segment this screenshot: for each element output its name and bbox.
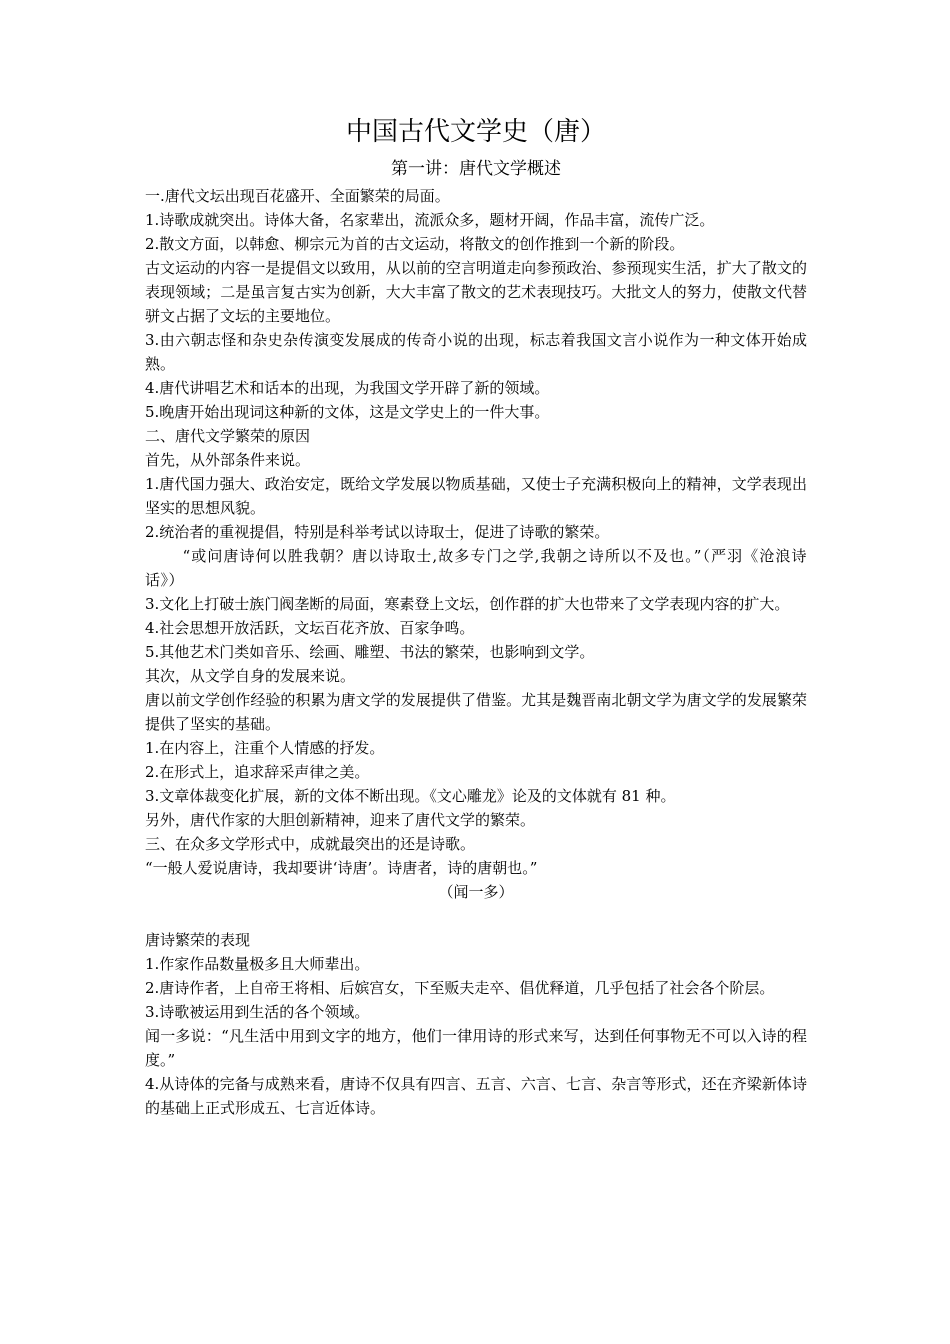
paragraph: 首先，从外部条件来说。 [145,451,311,469]
paragraph: 1.诗歌成就突出。诗体大备，名家辈出，流派众多，题材开阔，作品丰富，流传广泛。 [145,211,715,229]
document-page [145,112,807,1120]
section-3-heading: 三、在众多文学形式中，成就最突出的还是诗歌。 [145,835,476,853]
paragraph: 3.文章体裁变化扩展，新的文体不断出现。《文心雕龙》论及的文体就有 81 种。 [145,787,676,805]
paragraph: 5.晚唐开始出现词这种新的文体，这是文学史上的一件大事。 [145,403,550,421]
paragraph: 2.统治者的重视提倡，特别是科举考试以诗取士，促进了诗歌的繁荣。 [145,523,610,541]
paragraph: 3.诗歌被运用到生活的各个领域。 [145,1003,370,1021]
paragraph: 5.其他艺术门类如音乐、绘画、雕塑、书法的繁荣，也影响到文学。 [145,643,595,661]
paragraph: 2.唐诗作者，上自帝王将相、后嫔宫女，下至贩夫走卒、倡优释道，几乎包括了社会各个阶层。 [145,979,775,997]
quotation-attribution: （闻一多） [438,883,514,901]
section-2-heading: 二、唐代文学繁荣的原因 [145,427,311,445]
paragraph: 2.在形式上，追求辞采声律之美。 [145,763,370,781]
quotation: “一般人爱说唐诗，我却要讲‘诗唐’。诗唐者，诗的唐朝也。” [145,859,538,877]
paragraph: 另外，唐代作家的大胆创新精神，迎来了唐代文学的繁荣。 [145,811,536,829]
section-1-heading: 一.唐代文坛出现百花盛开、全面繁荣的局面。 [145,187,450,205]
document-title: 中国古代文学史（唐） [345,117,606,147]
paragraph: 古文运动的内容一是提倡文以致用，从以前的空言明道走向参预政治、参预现实生活，扩大了散文的表现领域；二是虽言复古实为创新，大大丰富了散文的艺术表现技巧。大批文人的努力，使散文代替骈文占据了文坛的主要地位。 [145,259,807,325]
paragraph: 3.由六朝志怪和杂史杂传演变发展成的传奇小说的出现，标志着我国文言小说作为一种文体开始成熟。 [145,331,807,373]
paragraph: 其次，从文学自身的发展来说。 [145,667,356,685]
paragraph: 1.在内容上，注重个人情感的抒发。 [145,739,385,757]
paragraph: 4.社会思想开放活跃，文坛百花齐放、百家争鸣。 [145,619,475,637]
subsection-heading: 唐诗繁荣的表现 [145,931,251,949]
paragraph: 3.文化上打破士族门阀垄断的局面，寒素登上文坛，创作群的扩大也带来了文学表现内容的扩大。 [145,595,790,613]
paragraph: 1.作家作品数量极多且大师辈出。 [145,955,370,973]
paragraph: 4.唐代讲唱艺术和话本的出现，为我国文学开辟了新的领域。 [145,379,550,397]
paragraph: 4.从诗体的完备与成熟来看，唐诗不仅具有四言、五言、六言、七言、杂言等形式，还在齐梁新体诗的基础上正式形成五、七言近体诗。 [145,1075,807,1117]
paragraph: 2.散文方面，以韩愈、柳宗元为首的古文运动，将散文的创作推到一个新的阶段。 [145,235,685,253]
paragraph: 唐以前文学创作经验的积累为唐文学的发展提供了借鉴。尤其是魏晋南北朝文学为唐文学的发展繁荣提供了坚实的基础。 [145,691,807,733]
paragraph: 1.唐代国力强大、政治安定，既给文学发展以物质基础，又使士子充满积极向上的精神，文学表现出坚实的思想风貌。 [145,475,807,517]
blank-line [145,904,807,928]
quotation: “或问唐诗何以胜我朝？唐以诗取士,故多专门之学,我朝之诗所以不及也。”（严羽《沧浪诗话》） [145,547,807,589]
paragraph: 闻一多说：“凡生活中用到文字的地方，他们一律用诗的形式来写，达到任何事物无不可以入诗的程度。” [145,1027,807,1069]
lecture-subtitle: 第一讲：唐代文学概述 [391,159,561,179]
